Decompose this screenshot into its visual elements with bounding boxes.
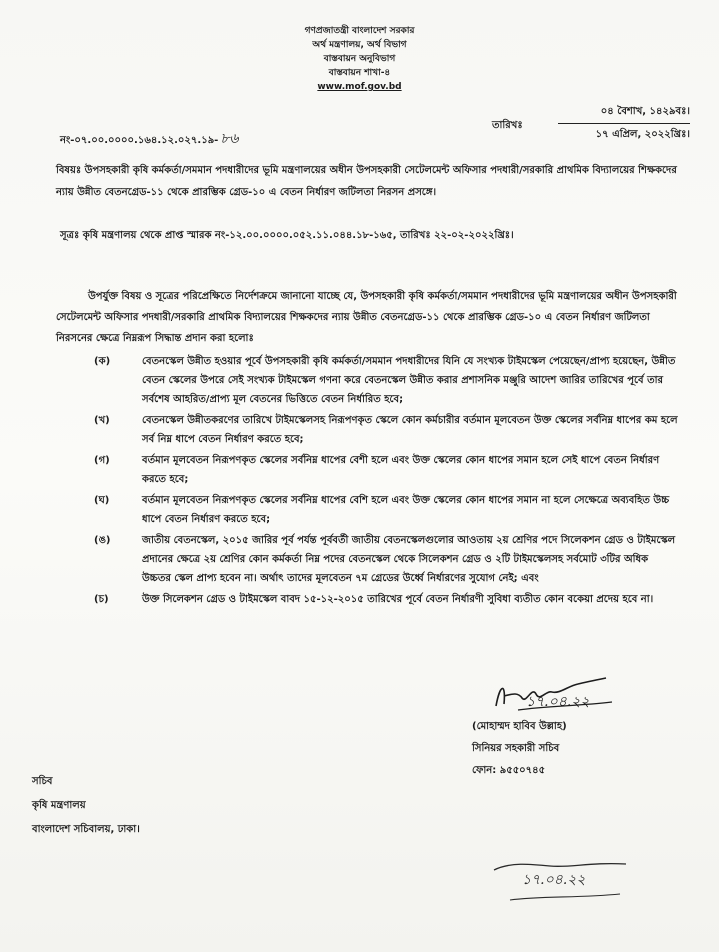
signer-phone: ফোন: ৯৫৫০৭৪৫ xyxy=(472,765,546,776)
item-text: বর্তমান মূলবেতন নিরূপণকৃত স্কেলের সর্বনিম্ন ধাপের বেশি হলে এবং উক্ত স্কেলের কোন ধাপের সমান না হলে সেক্ষেত্রে অব্যবহিত উচ্চ ধাপে বেতন নির্ধারণ করতে হবে; xyxy=(142,495,670,525)
date-bangla: ০৪ বৈশাখ, ১৪২৯বঃ। xyxy=(558,104,690,124)
recipient-block xyxy=(32,770,140,842)
item-marker: (গ) xyxy=(94,455,110,466)
recipient-address: বাংলাদেশ সচিবালয়, ঢাকা। xyxy=(32,824,140,835)
signer-block xyxy=(472,716,567,782)
government-title: গণপ্রজাতন্ত্রী বাংলাদেশ সরকার xyxy=(304,26,415,36)
item-marker: (ঘ) xyxy=(94,495,110,506)
letterhead xyxy=(0,24,719,94)
date-english: ১৭ এপ্রিল, ২০২২খ্রিঃ। xyxy=(595,129,690,140)
recipient-title: সচিব xyxy=(32,776,53,787)
item-text: উক্ত সিলেকশন গ্রেড ও টাইমস্কেল বাবদ ১৫-১২-২০১৫ তারিখের পূর্বে বেতন নির্ধারণী সুবিধা ব্যতীত কোন বকেয়া প্রদেয় হবে না। xyxy=(142,594,654,605)
reference-label: সূত্রঃ xyxy=(60,230,80,241)
list-item xyxy=(94,451,680,489)
list-item xyxy=(94,491,680,529)
subject-label: বিষয়ঃ xyxy=(56,165,82,176)
memo-number xyxy=(60,127,239,151)
wing-title: বাস্তবায়ন অনুবিভাগ xyxy=(323,54,396,64)
subject-line xyxy=(56,160,678,204)
decision-list xyxy=(94,352,680,611)
item-text: বেতনস্কেল উন্নীত হওয়ার পূর্বে উপসহকারী কৃষি কর্মকর্তা/সমমান পদধারীদের যিনি যে সংখ্যক টাইমস্কেল পেয়েছেন/প্রাপ্য হয়েছেন, উন্নীত বেতন স্কেলের উপরে সেই সংখ্যক টাইমস্কেল গণনা করে বেতনস্কেল উন্নীত করার প্রশাসনিক মঞ্জুরি আদেশ জারির তারিখের পূর্বে তার সর্বশেষ আহরিত/প্রাপ্য মূল বেতনের ভিত্তিতে বেতন নির্ধারিত হবে; xyxy=(142,356,676,405)
subject-text: উপসহকারী কৃষি কর্মকর্তা/সমমান পদধারীদের ভূমি মন্ত্রণালয়ের অধীন উপসহকারী সেটেলমেন্ট অফিসার পদধারী/সরকারি প্রাথমিক বিদ্যালয়ের শিক্ষকদের ন্যায় উন্নীত বেতনগ্রেড-১১ থেকে প্রারম্ভিক গ্রেড-১০ এ বেতন নির্ধারণ জটিলতা নিরসন প্রসঙ্গে। xyxy=(56,165,677,198)
item-marker: (ঙ) xyxy=(94,535,111,546)
date-label: তারিখঃ xyxy=(492,120,523,131)
item-text: বেতনস্কেল উন্নীতকরণের তারিখে টাইমস্কেলসহ নিরূপণকৃত স্কেলে কোন কর্মচারীর বর্তমান মূলবেতন উক্ত স্কেলের সর্বনিম্ন ধাপের কম হলে সর্ব নিম্ন ধাপে বেতন নির্ধারণ করতে হবে; xyxy=(142,415,678,445)
ministry-title: অর্থ মন্ত্রণালয়, অর্থ বিভাগ xyxy=(312,40,407,50)
branch-title: বাস্তবায়ন শাখা-৪ xyxy=(328,68,391,78)
item-text: জাতীয় বেতনস্কেল, ২০১৫ জারির পূর্ব পর্যন্ত পূর্ববর্তী জাতীয় বেতনস্কেলগুলোর আওতায় ২য় শ্রেণির পদে সিলেকশন গ্রেড ও টাইমস্কেল প্রদানের ক্ষেত্রে ২য় শ্রেণির কোন কর্মকর্তা নিম্ন পদের বেতনস্কেল থেকে সিলেকশন গ্রেড ও ২টি টাইমস্কেলসহ সর্বমোট ৩টির অধিক উচ্চতর স্কেল প্রাপ্য হবেন না। অর্থাৎ তাদের মূলবেতন ৭ম গ্রেডের উর্ধ্বে নির্ধারণের সুযোগ নেই; এবং xyxy=(142,535,676,584)
recipient-ministry: কৃষি মন্ত্রণালয় xyxy=(32,800,86,811)
intro-paragraph: উপর্যুক্ত বিষয় ও সূত্রের পরিপ্রেক্ষিতে নির্দেশক্রমে জানানো যাচ্ছে যে, উপসহকারী কৃষি কর্মকর্তা/সমমান পদধারীদের ভূমি মন্ত্রণালয়ের অধীন উপসহকারী সেটেলমেন্ট অফিসার পদধারী/সরকারি প্রাথমিক বিদ্যালয়ের শিক্ষকদের ন্যায় উন্নীত বেতনগ্রেড-১১ থেকে প্রারম্ভিক গ্রেড-১০ এ বেতন নির্ধারণ জটিলতা নিরসনের ক্ষেত্রে নিম্নরূপ সিদ্ধান্ত প্রদান করা হলোঃ xyxy=(56,291,677,344)
list-item xyxy=(94,411,680,449)
item-marker: (খ) xyxy=(94,415,110,426)
reference-text: কৃষি মন্ত্রণালয় থেকে প্রাপ্ত স্মারক নং-১২.০০.০০০০.০৫২.১১.০৪৪.১৮-১৬৫, তারিখঃ ২২-০২-২০২২খ্রিঃ। xyxy=(82,230,514,241)
bottom-handwritten-date: ১৭.০৪.২২ xyxy=(522,872,586,888)
signer-name: (মোহাম্মদ হাবিব উল্লাহ) xyxy=(472,721,567,732)
memo-number-text: নং-০৭.০০.০০০০.১৬৪.১২.০২৭.১৯- xyxy=(60,135,219,146)
website-link[interactable]: www.mof.gov.bd xyxy=(317,82,402,92)
date-block xyxy=(558,104,690,144)
item-marker: (ক) xyxy=(94,356,111,367)
list-item xyxy=(94,531,680,588)
memo-number-handwritten: ৮৬ xyxy=(220,131,239,147)
signer-designation: সিনিয়র সহকারী সচিব xyxy=(472,743,560,754)
list-item xyxy=(94,352,680,409)
item-marker: (চ) xyxy=(94,594,109,605)
signature-date: ১৭.০৪.২২ xyxy=(526,694,590,710)
item-text: বর্তমান মূলবেতন নিরূপণকৃত স্কেলের সর্বনিম্ন ধাপের বেশী হলে এবং উক্ত স্কেলের কোন ধাপের সমান হলে সেই ধাপে বেতন নির্ধারণ করতে হবে; xyxy=(142,455,660,485)
reference-line xyxy=(60,228,680,245)
list-item xyxy=(94,590,680,609)
